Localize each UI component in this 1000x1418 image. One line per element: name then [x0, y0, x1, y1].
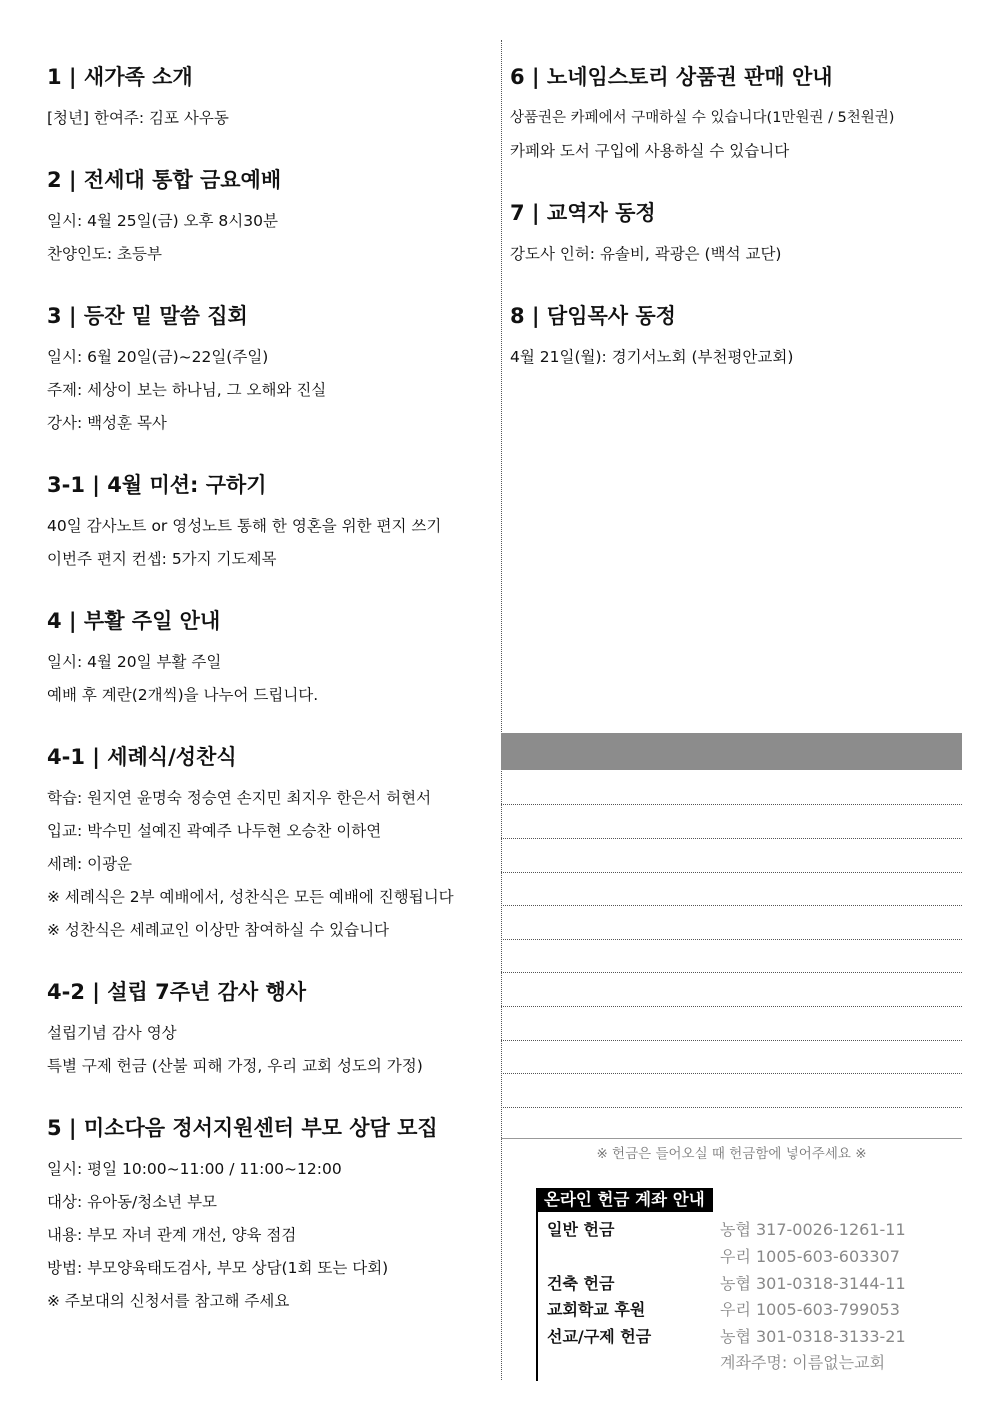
section-heading: 6 | 노네임스토리 상품권 판매 안내: [510, 65, 833, 89]
section-line: 4월 21일(월): 경기서노회 (부천평안교회): [510, 348, 794, 366]
section-line: 40일 감사노트 or 영성노트 통해 한 영혼을 위한 편지 쓰기: [47, 517, 442, 535]
section-line: 일시: 4월 20일 부활 주일: [47, 653, 222, 671]
section-line: ※ 주보대의 신청서를 참고해 주세요: [47, 1292, 290, 1310]
account-label: 일반 헌금: [547, 1220, 615, 1239]
section-line: 강도사 인허: 유솔비, 곽광은 (백석 교단): [510, 245, 782, 263]
memo-line: [501, 1107, 962, 1108]
account-number: 농협 317-0026-1261-11: [720, 1220, 906, 1239]
section-pastor-news: [510, 301, 962, 374]
section-line: 대상: 유아동/청소년 부모: [47, 1193, 218, 1211]
section-heading: 1 | 새가족 소개: [47, 65, 193, 89]
section-gift-card: [510, 62, 962, 168]
section-anniversary: [47, 977, 497, 1083]
section-line: [청년] 한여주: 김포 사우동: [47, 109, 229, 127]
accounts-title: 온라인 헌금 계좌 안내: [536, 1188, 713, 1212]
memo-line: [501, 872, 962, 873]
section-heading: 4-2 | 설립 7주년 감사 행사: [47, 980, 307, 1004]
account-holder: 계좌주명: 이름없는교회: [720, 1353, 886, 1372]
section-heading: 3 | 등잔 밑 말씀 집회: [47, 304, 248, 328]
memo-line: [501, 1073, 962, 1074]
section-line: 학습: 원지연 윤명숙 정승연 손지민 최지우 한은서 허현서: [47, 789, 432, 807]
account-number: 우리 1005-603-799053: [720, 1300, 900, 1319]
account-label: 교회학교 후원: [547, 1300, 646, 1319]
section-line: ※ 세례식은 2부 예배에서, 성찬식은 모든 예배에 진행됩니다: [47, 888, 454, 906]
section-counseling: [47, 1113, 497, 1318]
memo-line: [501, 804, 962, 805]
section-line: 이번주 편지 컨셉: 5가지 기도제목: [47, 550, 277, 568]
section-line: 입교: 박수민 설예진 곽예주 나두현 오승찬 이하연: [47, 822, 382, 840]
offering-divider: [501, 1138, 962, 1139]
account-number: 농협 301-0318-3144-11: [720, 1274, 906, 1293]
section-line: 예배 후 계란(2개씩)을 나누어 드립니다.: [47, 686, 319, 704]
section-line: 방법: 부모양육태도검사, 부모 상담(1회 또는 다회): [47, 1259, 389, 1277]
section-line: 일시: 4월 25일(금) 오후 8시30분: [47, 212, 278, 230]
offering-note: ※ 헌금은 들어오실 때 헌금함에 넣어주세요 ※: [596, 1146, 867, 1162]
section-line: 내용: 부모 자녀 관계 개선, 양육 점검: [47, 1226, 297, 1244]
account-number: 우리 1005-603-603307: [720, 1247, 900, 1266]
section-heading: 4 | 부활 주일 안내: [47, 609, 221, 633]
section-line: 세례: 이광운: [47, 855, 133, 873]
section-new-family: [47, 62, 497, 135]
section-line: 설립기념 감사 영상: [47, 1024, 177, 1042]
account-number: 농협 301-0318-3133-21: [720, 1327, 906, 1346]
section-heading: 3-1 | 4월 미션: 구하기: [47, 473, 267, 497]
section-staff-news: [510, 198, 962, 271]
section-heading: 8 | 담임목사 동정: [510, 304, 676, 328]
memo-line: [501, 1040, 962, 1041]
column-divider: [501, 40, 502, 1380]
section-heading: 7 | 교역자 동정: [510, 201, 656, 225]
section-line: 카페와 도서 구입에 사용하실 수 있습니다: [510, 142, 790, 160]
account-label: 건축 헌금: [547, 1274, 615, 1293]
section-line: 일시: 평일 10:00~11:00 / 11:00~12:00: [47, 1160, 342, 1178]
right-column: [510, 62, 962, 404]
section-line: 상품권은 카페에서 구매하실 수 있습니다(1만원권 / 5천원권): [510, 110, 895, 126]
memo-line: [501, 838, 962, 839]
section-line: 주제: 세상이 보는 하나님, 그 오해와 진실: [47, 381, 327, 399]
memo-line: [501, 939, 962, 940]
section-friday-worship: [47, 165, 497, 271]
section-revival-meeting: [47, 301, 497, 440]
section-line: 찬양인도: 초등부: [47, 245, 162, 263]
section-line: 강사: 백성훈 목사: [47, 414, 167, 432]
section-april-mission: [47, 470, 497, 576]
memo-header-bar: [501, 733, 962, 770]
section-line: ※ 성찬식은 세례교인 이상만 참여하실 수 있습니다: [47, 921, 390, 939]
section-heading: 5 | 미소다음 정서지원센터 부모 상담 모집: [47, 1116, 438, 1140]
section-easter: [47, 606, 497, 712]
section-baptism: [47, 742, 497, 947]
section-heading: 4-1 | 세례식/성찬식: [47, 745, 237, 769]
section-line: 일시: 6월 20일(금)~22일(주일): [47, 348, 269, 366]
memo-line: [501, 972, 962, 973]
memo-line: [501, 1006, 962, 1007]
section-line: 특별 구제 헌금 (산불 피해 가정, 우리 교회 성도의 가정): [47, 1057, 423, 1075]
memo-line: [501, 905, 962, 906]
account-label: 선교/구제 헌금: [547, 1327, 652, 1346]
left-column: [47, 62, 497, 1348]
section-heading: 2 | 전세대 통합 금요예배: [47, 168, 282, 192]
